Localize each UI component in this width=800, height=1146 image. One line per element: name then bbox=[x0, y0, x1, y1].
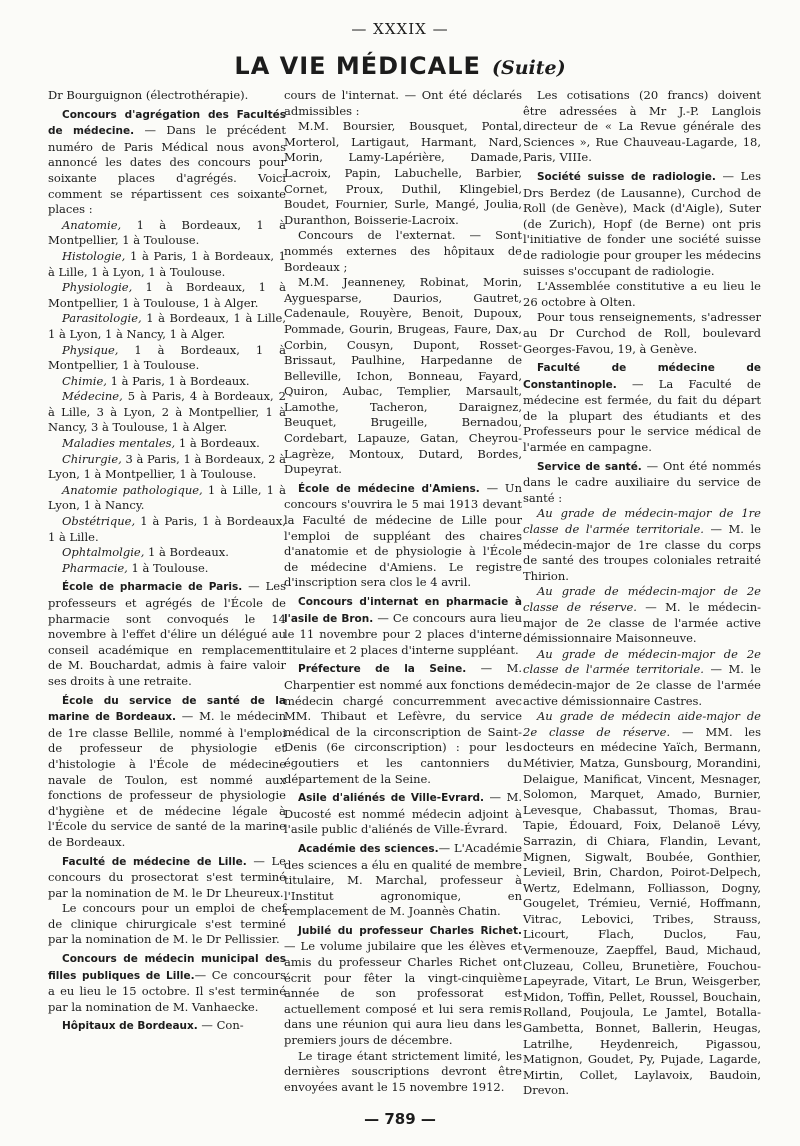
paragraph bbox=[48, 343, 286, 374]
paragraph bbox=[48, 693, 286, 851]
section-heading: Société suisse de radiologie. bbox=[537, 170, 716, 183]
paragraph bbox=[284, 1049, 522, 1096]
paragraph-text: Dr Bourguignon (électrothérapie). bbox=[48, 88, 249, 102]
paragraph-text: Pour tous renseignements, s'adresser au Dr Curchod de Roll, boulevard Georges-Favou, 19, à Genève. bbox=[523, 310, 761, 356]
section-heading: Académie des sciences. bbox=[298, 842, 439, 855]
paragraph-text: — Les professeurs et agrégés de l'École de pharmacie sont convoqués le 14 novembre à l'effet d'élire un délégué au conseil académique en remplacement de M. Bouchardat, admis à faire valoir ses droits à une retraite. bbox=[48, 579, 286, 688]
page-title-suite: (Suite) bbox=[491, 57, 566, 79]
column-right bbox=[523, 88, 761, 1099]
paragraph-text: M.M. Boursier, Bousquet, Pontal, Morterol, Lartigaut, Harmant, Nard, Morin, Lamy-Lapérière, Damade, Lacroix, Papin, Labuchelle, Barbier, Cornet, Proux, Duthil, Klingebiel, Boudet, Fournier, Surle, Mangé, Joulia, Duranthon, Boisserie-Lacroix. bbox=[284, 119, 522, 227]
paragraph bbox=[48, 218, 286, 249]
paragraph-text: — Le concours du prosectorat s'est terminé par la nomination de M. le Dr Lheureux. bbox=[48, 853, 286, 900]
section-heading: Concours de médecin municipal des filles publiques de Lille. bbox=[48, 953, 286, 982]
paragraph bbox=[284, 594, 522, 658]
paragraph-text: — M. le médecin de 1re classe Bellile, nommé à l'emploi de professeur de physiologie et d'histologie à l'École de médecine navale de Toulon, est nommé aux fonctions de professeur de physiologie d'hygiène et de médecine légale à l'École du service de santé de la marine de Bordeaux. bbox=[48, 709, 286, 849]
paragraph bbox=[284, 228, 522, 275]
paragraph bbox=[48, 579, 286, 689]
paragraph bbox=[284, 661, 522, 787]
paragraph bbox=[48, 561, 286, 577]
italic-lead: Au grade de médecin-major de 2e classe de réserve. bbox=[523, 584, 761, 614]
paragraph-text: — M. Charpentier est nommé aux fonctions de médecin chargé concurremment avec MM. Thibaut et Lefèvre, du service médical de la circonscription de Saint-Denis (6e circonscription) : pour les égoutiers et les cantonniers du département de la Seine. bbox=[284, 661, 523, 786]
paragraph-text: — M. le médecin-major de 1re classe du corps de santé des troupes coloniales retraité Thirion. bbox=[523, 522, 761, 583]
paragraph-text: — M. Ducosté est nommé médecin adjoint à l'asile public d'aliénés de Ville-Évrard. bbox=[284, 790, 523, 837]
paragraph bbox=[523, 506, 761, 584]
paragraph-text: — Ont été nommés dans le cadre auxiliaire du service de santé : bbox=[523, 458, 761, 505]
paragraph bbox=[48, 901, 286, 948]
paragraph-text: 5 à Paris, 4 à Bordeaux, 2 à Lille, 3 à Lyon, 2 à Montpellier, 1 à Nancy, 3 à Toulouse, 1 à Alger. bbox=[48, 389, 286, 435]
paragraph bbox=[523, 169, 761, 279]
italic-lead: Maladies mentales, bbox=[62, 436, 176, 451]
paragraph bbox=[523, 279, 761, 310]
section-heading: Faculté de médecine de Constantinople. bbox=[523, 362, 761, 391]
page-title-main: LA VIE MÉDICALE bbox=[234, 52, 481, 80]
paragraph bbox=[523, 647, 761, 709]
paragraph-text: — MM. les docteurs en médecine Yaïch, Bermann, Métivier, Matza, Gunsbourg, Morandini, Delaigue, Manificat, Vincent, Mesnager, Solomon, Marquet, Amado, Burnier, Levesque, Chabassut, Thomas, Brau-Tapie, Édouard, Foix, Delanoë Lévy, Sarrazin, di Chiara, Flandin, Levant, Mignen, Sigwalt, Boubée, Gonthier, Levieil, Brin, Chardon, Poirot-Delpech, Wertz, Edelmann, Folliasson, Dogny, Gougelet, Trémieu, Vernié, Hoffmann, Vitrac, Lebovici, Tribes, Strauss, Licourt, Flach, Duclos, Fau, Vermenouze, Zaepffel, Baud, Michaud, Cluzeau, Colleu, Brunetière, Fouchou-Lapeyrade, Vitart, Le Brun, Weisgerber, Midon, Toffin, Pellet, Roussel, Bouchain, Rolland, Poujoula, Le Jamtel, Botalla-Gambetta, Bonnet, Ballerin, Heugas, Latrilhe, Heydenreich, Pigassou, Matignon, Goudet, Py, Pujade, Lagarde, Mirtin, Collet, Laylavoix, Baudoin, Drevon. bbox=[523, 724, 761, 1098]
italic-lead: Au grade de médecin aide-major de 2e classe de réserve. bbox=[523, 709, 761, 739]
paragraph-text: 1 à Paris, 1 à Bordeaux, 1 à Lille. bbox=[48, 514, 286, 544]
italic-lead: Ophtalmolgie, bbox=[62, 545, 145, 560]
section-heading: Hôpitaux de Bordeaux. bbox=[62, 1020, 198, 1033]
paragraph bbox=[523, 709, 761, 1099]
paragraph bbox=[48, 951, 286, 1015]
paragraph-text: — Les Drs Berdez (de Lausanne), Curchod de Roll (de Genève), Mack (d'Aigle), Suter (de Zurich), Hopf (de Berne) ont pris l'initiative de fonder une société suisse de radiologie pour grouper les médecins suisses s'occupant de radiologie. bbox=[523, 168, 761, 278]
paragraph-text: — M. le médecin-major de 2e classe de l'armée active démissionnaire Castres. bbox=[523, 662, 761, 708]
section-heading: Concours d'internat en pharmacie à l'asile de Bron. bbox=[284, 596, 522, 625]
paragraph-text: — Con- bbox=[197, 1018, 244, 1033]
italic-lead: Histologie, bbox=[62, 248, 126, 263]
paragraph bbox=[48, 374, 286, 390]
paragraph bbox=[284, 481, 522, 591]
paragraph bbox=[284, 790, 522, 838]
italic-lead: Au grade de médecin-major de 2e classe de l'armée territoriale. bbox=[523, 646, 761, 677]
paragraph-text: — Dans le précédent numéro de Paris Médical nous avons annoncé les dates des concours pour soixante places d'agrégés. Voici comment se répartissent ces soixante places : bbox=[48, 123, 286, 217]
paragraph bbox=[523, 360, 761, 456]
paragraph-text: 1 à Paris, 1 à Bordeaux. bbox=[106, 373, 250, 388]
paragraph-text: — La Faculté de médecine est fermée, du fait du départ de la plupart des étudiants et des Professeurs pour le service médical de l'armée en campagne. bbox=[523, 376, 761, 455]
paragraph bbox=[48, 107, 286, 218]
paragraph bbox=[48, 854, 286, 902]
italic-lead: Au grade de médecin-major de 1re classe de l'armée territoriale. bbox=[523, 506, 761, 537]
paragraph bbox=[48, 249, 286, 280]
page-header-roman: — XXXIX — bbox=[351, 20, 449, 38]
paragraph-text: — L'Académie des sciences a élu en qualité de membre titulaire, M. Marchal, professeur à l'Institut agronomique, en remplacement de M. Joannès Chatin. bbox=[284, 840, 522, 919]
italic-lead: Physiologie, bbox=[62, 280, 133, 295]
paragraph-text: 1 à Toulouse. bbox=[127, 560, 209, 575]
paragraph bbox=[48, 452, 286, 483]
paragraph-text: — Un concours s'ouvrira le 5 mai 1913 devant la Faculté de médecine de Lille pour l'emploi de suppléant des chaires d'anatomie et de physiologie à l'École de médecine d'Amiens. Le registre d'inscription sera clos le 4 avril. bbox=[284, 480, 522, 590]
paragraph-text: Le tirage étant strictement limité, les dernières souscriptions devront être envoyées avant le 15 novembre 1912. bbox=[284, 1048, 522, 1094]
paragraph-text: 1 à Bordeaux, 1 à Montpellier, 1 à Toulouse, 1 à Alger. bbox=[48, 280, 286, 310]
italic-lead: Anatomie pathologique, bbox=[62, 482, 203, 497]
paragraph-text: Le concours pour un emploi de chef de clinique chirurgicale s'est terminé par la nomination de M. le Dr Pellissier. bbox=[48, 901, 286, 947]
section-heading: Préfecture de la Seine. bbox=[298, 663, 467, 676]
paragraph bbox=[284, 923, 522, 1049]
paragraph-text: Concours de l'externat. — Sont nommés externes des hôpitaux de Bordeaux ; bbox=[284, 228, 522, 274]
paragraph bbox=[48, 280, 286, 311]
paragraph-text: Les cotisations (20 francs) doivent être adressées à Mr J.-P. Langlois directeur de « La Revue générale des Sciences », Rue Chauveau-Lagarde, 18, Paris, VIIIe. bbox=[523, 88, 761, 165]
paragraph-text: — Le volume jubilaire que les élèves et amis du professeur Charles Richet ont écrit pour fêter la vingt-cinquième année de son professorat est actuellement composé et lui sera remis dans une réunion qui aura lieu dans les premiers jours de décembre. bbox=[284, 939, 522, 1048]
paragraph bbox=[523, 88, 761, 166]
section-heading: Asile d'aliénés de Ville-Evrard. bbox=[298, 792, 485, 805]
column-left bbox=[48, 88, 286, 1035]
italic-lead: Chimie, bbox=[62, 373, 107, 388]
paragraph-text: — Ce concours aura lieu le 11 novembre pour 2 places d'interne titulaire et 2 places d'interne suppléant. bbox=[284, 610, 522, 657]
paragraph-text: 1 à Bordeaux, 1 à Montpellier, 1 à Toulouse. bbox=[48, 342, 286, 373]
paragraph bbox=[48, 545, 286, 561]
paragraph bbox=[284, 119, 522, 228]
paragraph bbox=[523, 584, 761, 646]
page-number: — 789 — bbox=[364, 1110, 436, 1128]
paragraph bbox=[48, 436, 286, 452]
paragraph bbox=[284, 88, 522, 119]
italic-lead: Médecine, bbox=[62, 389, 123, 404]
paragraph-text: M.M. Jeanneney, Robinat, Morin, Ayguesparse, Daurios, Gautret, Cadenaule, Rouyère, Benoit, Dupoux, Pommade, Gourin, Brugeas, Faure, Dax, Corbin, Cousyn, Dupont, Rosset-Brissaut, Paulhine, Harpedanne de Belleville, Ichon, Bonneau, Fayard, Quiron, Aubac, Templier, Marsault, Lamothe, Tacheron, Daraignez, Beuquet, Brugeille, Bernadou, Cordebart, Lapauze, Gatan, Cheyrou-Lagrèze, Montoux, Dutard, Bordes, Dupeyrat. bbox=[284, 275, 522, 477]
paragraph bbox=[523, 310, 761, 357]
paragraph bbox=[48, 514, 286, 545]
paragraph-text: 1 à Bordeaux. bbox=[175, 436, 260, 451]
section-heading: École de médecine d'Amiens. bbox=[298, 482, 480, 495]
section-heading: École de pharmacie de Paris. bbox=[62, 581, 243, 594]
paragraph-text: 1 à Lille, 1 à Lyon, 1 à Nancy. bbox=[48, 482, 286, 513]
paragraph bbox=[284, 841, 522, 920]
italic-lead: Obstétrique, bbox=[62, 514, 136, 529]
column-middle bbox=[284, 88, 522, 1095]
paragraph-text: 1 à Paris, 1 à Bordeaux, 1 à Lille, 1 à Lyon, 1 à Toulouse. bbox=[48, 248, 286, 279]
paragraph bbox=[48, 88, 286, 104]
section-heading: Service de santé. bbox=[537, 460, 642, 473]
page-title bbox=[0, 52, 800, 80]
paragraph-text: 1 à Bordeaux, 1 à Montpellier, 1 à Toulouse. bbox=[48, 217, 286, 248]
paragraph-text: 1 à Bordeaux. bbox=[144, 545, 229, 560]
paragraph-text: L'Assemblée constitutive a eu lieu le 26 octobre à Olten. bbox=[523, 279, 761, 309]
paragraph bbox=[523, 459, 761, 507]
section-heading: Faculté de médecine de Lille. bbox=[62, 855, 247, 868]
paragraph bbox=[284, 275, 522, 478]
section-heading: École du service de santé de la marine de Bordeaux. bbox=[48, 694, 286, 724]
paragraph-text: — Ce concours a eu lieu le 15 octobre. Il s'est terminé par la nomination de M. Vanhaecke. bbox=[48, 967, 287, 1014]
paragraph-text: cours de l'internat. — Ont été déclarés admissibles : bbox=[284, 88, 522, 118]
paragraph bbox=[48, 1018, 286, 1035]
italic-lead: Physique, bbox=[62, 342, 119, 357]
paragraph bbox=[48, 311, 286, 342]
italic-lead: Pharmacie, bbox=[62, 560, 128, 575]
italic-lead: Parasitologie, bbox=[62, 311, 142, 326]
section-heading: Concours d'agrégation des Facultés de médecine. bbox=[48, 108, 286, 138]
section-heading: Jubilé du professeur Charles Richet. bbox=[298, 924, 522, 937]
italic-lead: Anatomie, bbox=[62, 217, 122, 232]
paragraph-text: — M. le médecin-major de 2e classe de l'armée active démissionnaire Maisonneuve. bbox=[523, 600, 762, 646]
paragraph-text: 1 à Bordeaux, 1 à Lille, 1 à Lyon, 1 à Nancy, 1 à Alger. bbox=[48, 311, 286, 341]
italic-lead: Chirurgie, bbox=[62, 451, 122, 466]
paragraph bbox=[48, 389, 286, 436]
paragraph bbox=[48, 483, 286, 514]
paragraph-text: 3 à Paris, 1 à Bordeaux, 2 à Lyon, 1 à Montpellier, 1 à Toulouse. bbox=[48, 451, 286, 482]
